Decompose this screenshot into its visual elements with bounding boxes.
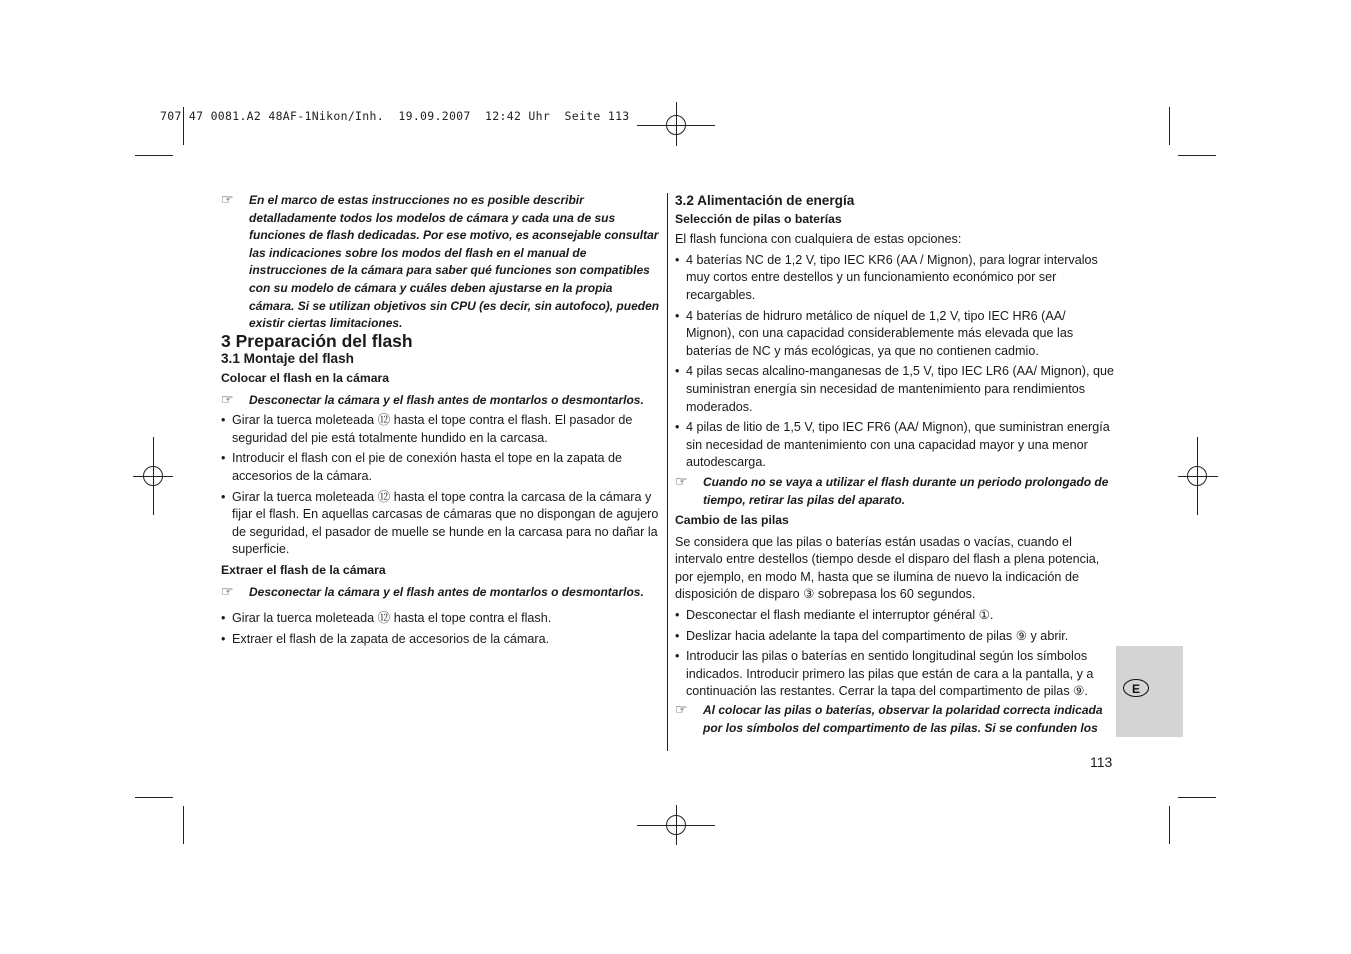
pointing-hand-icon: ☞	[221, 390, 234, 407]
subsection-title: 3.1 Montaje del flash	[221, 351, 354, 367]
intro-text: El flash funciona con cualquiera de estas opciones:	[675, 232, 962, 247]
list-item: • Deslizar hacia adelante la tapa del compartimento de pilas ⑨ y abrir.	[675, 628, 1069, 643]
list-item: • Desconectar el flash mediante el interruptor général ①.	[675, 608, 994, 623]
page-number: 113	[1090, 754, 1113, 770]
crop-mark	[1178, 155, 1216, 156]
battery-note	[675, 474, 1115, 509]
column-divider	[667, 193, 668, 751]
note-text: Cuando no se vaya a utilizar el flash durante un periodo prolongado de tiempo, retirar las pilas del aparato.	[703, 474, 1109, 507]
change-heading: Cambio de las pilas	[675, 513, 789, 528]
change-text: Se considera que las pilas o baterías están usadas o vacías, cuando el intervalo entre destellos (tiempo desde el disparo del flash a plena potencia, por ejemplo, en modo M, hasta que se ilumina de nuevo la indicación de disposición de disparo ③ sobrepasa los 60 segundos.	[675, 534, 1100, 602]
pointing-hand-icon: ☞	[221, 583, 234, 600]
note-camera-models	[221, 192, 661, 333]
crop-mark	[1169, 107, 1170, 145]
list-item: • 4 baterías de hidruro metálico de níquel de 1,2 V, tipo IEC HR6 (AA/ Mignon), con una capacidad considerablemente más elevada que las baterías de NC y más ecológicas, ya que no contienen cadmio.	[675, 308, 1074, 358]
mount-note	[221, 392, 661, 410]
mount-heading: Colocar el flash en la cámara	[221, 370, 389, 385]
list-item: • Girar la tuerca moleteada ⑫ hasta el tope contra el flash.	[221, 611, 552, 626]
list-item: • Introducir el flash con el pie de conexión hasta el tope en la zapata de accesorios de la cámara.	[221, 451, 622, 483]
print-slug-header: 707 47 0081.A2 48AF-1Nikon/Inh. 19.09.2007 12:42 Uhr Seite 113	[160, 109, 630, 123]
note-text: Desconectar la cámara y el flash antes de montarlos o desmontarlos.	[249, 585, 644, 600]
section-title: 3 Preparación del flash	[221, 330, 413, 351]
pointing-hand-icon: ☞	[675, 701, 688, 718]
crop-mark	[1178, 797, 1216, 798]
note-text: Desconectar la cámara y el flash antes de montarlos o desmontarlos.	[249, 392, 644, 407]
remove-heading: Extraer el flash de la cámara	[221, 562, 386, 577]
subsection-title: 3.2 Alimentación de energía	[675, 193, 855, 208]
list-item: • 4 pilas secas alcalino-manganesas de 1,5 V, tipo IEC LR6 (AA/ Mignon), que suministran energía sin necesidad de mantenimiento para rendimientos moderados.	[675, 364, 1114, 414]
note-text: Al colocar las pilas o baterías, observar la polaridad correcta indicada por los símbolos del compartimento de las pilas. Si se confunden los	[703, 703, 1103, 735]
battery-heading: Selección de pilas o baterías	[675, 211, 842, 226]
list-item: • 4 baterías NC de 1,2 V, tipo IEC KR6 (AA / Mignon), para lograr intervalos muy cortos entre destellos y un funcionamiento económico por ser recargables.	[675, 252, 1098, 302]
list-item: • Extraer el flash de la zapata de accesorios de la cámara.	[221, 631, 550, 646]
pointing-hand-icon: ☞	[675, 472, 688, 489]
list-item: • Introducir las pilas o baterías en sentido longitudinal según los símbolos indicados. Introducir primero las pilas que están de cara a la pantalla, y a continuación las restantes. Cerrar la tapa del compartimento de pilas ⑨.	[675, 649, 1094, 699]
final-note	[675, 702, 1115, 737]
crop-mark	[1169, 806, 1170, 844]
crop-mark	[135, 797, 173, 798]
list-item: • Girar la tuerca moleteada ⑫ hasta el tope contra el flash. El pasador de seguridad del pie está totalmente hundido en la carcasa.	[221, 413, 633, 445]
list-item: • Girar la tuerca moleteada ⑫ hasta el tope contra la carcasa de la cámara y fijar el flash. En aquellas carcasas de cámaras que no dispongan de agujero de seguridad, el pasador de muelle se hunde en la carcasa para no dañar la superficie.	[221, 489, 659, 557]
language-tab-letter: E	[1123, 679, 1149, 697]
right-column	[675, 192, 1115, 737]
left-column	[221, 192, 661, 648]
pointing-hand-icon: ☞	[221, 191, 234, 207]
note-text: En el marco de estas instrucciones no es posible describir detalladamente todos los modelos de cámara y cada una de sus funciones de flash dedicadas. Por ese motivo, es aconsejable consultar las indicaciones sobre los modos del flash en el manual de instrucciones de la cámara para saber qué funciones son compatibles con su modelo de cámara y cuáles deben ajustarse en la propia cámara. Si se utilizan objetivos sin CPU (es decir, sin autofoco), pueden existir ciertas limitaciones.	[249, 193, 660, 331]
remove-note	[221, 584, 661, 602]
crop-mark	[183, 806, 184, 844]
list-item: • 4 pilas de litio de 1,5 V, tipo IEC FR6 (AA/ Mignon), que suministran energía sin necesidad de mantenimiento con una capacidad mayor y una menor autodescarga.	[675, 420, 1110, 470]
crop-mark	[135, 155, 173, 156]
